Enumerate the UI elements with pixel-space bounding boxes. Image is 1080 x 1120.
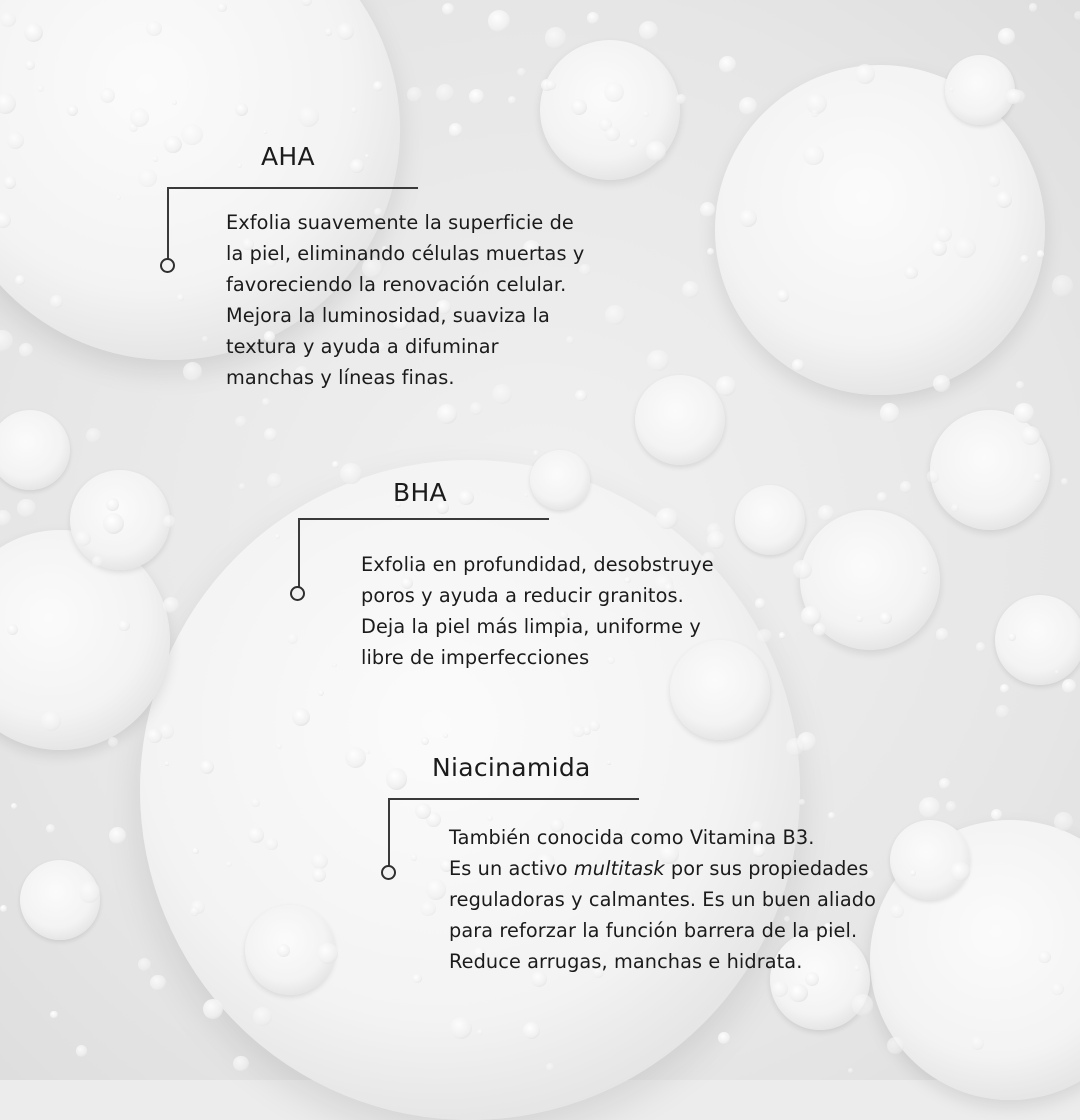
water-droplet <box>1038 951 1050 963</box>
water-droplet <box>100 88 115 103</box>
water-droplet <box>415 803 431 819</box>
aha-line: favoreciendo la renovación celular. <box>226 273 567 296</box>
water-droplet <box>755 598 765 608</box>
water-droplet <box>407 87 422 102</box>
niacinamida-line: reguladoras y calmantes. Es un buen aliado <box>449 888 876 911</box>
water-droplet <box>945 55 1015 125</box>
water-droplet <box>217 3 226 12</box>
water-droplet <box>287 633 298 644</box>
water-droplet <box>879 612 892 625</box>
niacinamida-title: Niacinamida <box>432 753 591 782</box>
water-droplet <box>1033 473 1042 482</box>
water-droplet <box>165 761 169 765</box>
niacinamida-line: También conocida como Vitamina B3. <box>449 826 815 849</box>
bha-connector-vertical <box>298 518 300 588</box>
water-droplet <box>426 879 447 900</box>
water-droplet <box>605 127 619 141</box>
water-droplet <box>682 281 699 298</box>
water-droplet <box>106 498 119 511</box>
water-droplet <box>936 628 948 640</box>
water-droplet <box>739 209 757 227</box>
water-droplet <box>312 868 326 882</box>
aha-line: Exfolia suavemente la superficie de <box>226 211 574 234</box>
water-droplet <box>927 470 939 482</box>
niacinamida-connector-horizontal <box>388 798 639 800</box>
water-droplet <box>1062 679 1076 693</box>
bha-line: poros y ayuda a reducir granitos. <box>361 584 684 607</box>
water-droplet <box>298 106 320 128</box>
water-droplet <box>237 163 242 168</box>
water-droplet <box>718 1032 730 1044</box>
water-droplet <box>181 124 203 146</box>
water-droplet <box>469 89 484 104</box>
water-droplet <box>533 450 539 456</box>
water-droplet <box>950 862 969 881</box>
water-droplet <box>86 428 101 443</box>
water-droplet <box>138 958 151 971</box>
water-droplet <box>345 747 366 768</box>
water-droplet <box>46 824 55 833</box>
water-droplet <box>1051 983 1064 996</box>
water-droplet <box>646 141 666 161</box>
water-droplet <box>786 738 804 756</box>
water-droplet <box>15 275 25 285</box>
water-droplet <box>1008 633 1016 641</box>
aha-title: AHA <box>261 142 315 171</box>
water-droplet <box>936 226 952 242</box>
water-droplet <box>719 56 736 73</box>
water-droplet <box>508 96 517 105</box>
water-droplet <box>263 130 267 134</box>
water-droplet <box>233 1056 249 1072</box>
niacinamida-line: Reduce arrugas, manchas e hidrata. <box>449 950 803 973</box>
water-droplet <box>75 531 91 547</box>
water-droplet <box>239 483 245 489</box>
niacinamida-connector-vertical <box>388 798 390 866</box>
water-droplet <box>587 12 599 24</box>
water-droplet <box>118 620 130 632</box>
water-droplet <box>639 21 658 40</box>
water-droplet <box>904 266 918 280</box>
water-droplet <box>163 597 179 613</box>
water-droplet <box>311 853 327 869</box>
bha-description <box>361 549 714 673</box>
water-droplet <box>92 556 103 567</box>
water-droplet <box>265 838 277 850</box>
water-droplet <box>946 801 956 811</box>
water-droplet <box>477 1029 483 1035</box>
water-droplet <box>332 663 336 667</box>
water-droplet <box>971 1036 984 1049</box>
water-droplet <box>517 68 525 76</box>
water-droplet <box>605 305 625 325</box>
water-droplet <box>818 505 835 522</box>
water-droplet <box>79 881 101 903</box>
water-droplet <box>996 191 1012 207</box>
water-droplet <box>777 289 790 302</box>
water-droplet <box>25 60 35 70</box>
water-droplet <box>996 705 1008 717</box>
water-droplet <box>1074 11 1080 20</box>
water-droplet <box>998 28 1015 45</box>
water-droplet <box>813 623 826 636</box>
water-droplet <box>1052 275 1074 297</box>
water-droplet <box>1037 250 1044 257</box>
water-droplet <box>138 169 156 187</box>
water-droplet <box>421 737 429 745</box>
water-droplet <box>365 750 369 754</box>
water-droplet <box>4 176 17 189</box>
bha-line: Deja la piel más limpia, uniforme y <box>361 615 701 638</box>
water-droplet <box>1014 403 1034 423</box>
water-droplet <box>103 513 124 534</box>
aha-line: manchas y líneas finas. <box>226 366 455 389</box>
water-droplet <box>386 768 408 790</box>
water-droplet <box>656 508 677 529</box>
water-droplet <box>172 100 177 105</box>
water-droplet <box>628 138 637 147</box>
water-droplet <box>253 1007 272 1026</box>
niacinamida-bullet-icon <box>381 865 396 880</box>
water-droplet <box>919 797 940 818</box>
water-droplet <box>50 1011 57 1018</box>
water-droplet <box>0 330 13 351</box>
water-droplet <box>991 809 1002 820</box>
water-droplet <box>530 450 590 510</box>
water-droplet <box>604 82 624 102</box>
water-droplet <box>50 295 63 308</box>
aha-line: Mejora la luminosidad, suaviza la <box>226 304 550 327</box>
water-droplet <box>458 490 473 505</box>
water-droplet <box>108 737 118 747</box>
water-droplet <box>116 195 121 200</box>
water-droplet <box>17 499 35 517</box>
water-droplet <box>262 398 270 406</box>
water-droplet <box>164 136 181 153</box>
water-droplet <box>202 336 208 342</box>
water-droplet <box>921 566 928 573</box>
water-droplet <box>855 64 875 84</box>
water-droplet <box>442 3 455 16</box>
water-droplet <box>420 901 435 916</box>
water-droplet <box>707 248 714 255</box>
water-droplet <box>1054 812 1073 831</box>
water-droplet <box>251 798 260 807</box>
water-droplet <box>887 1037 904 1054</box>
water-droplet <box>700 202 715 217</box>
water-droplet <box>487 815 493 821</box>
water-droplet <box>0 905 7 912</box>
water-droplet <box>910 870 916 876</box>
bha-title: BHA <box>393 478 447 507</box>
water-droplet <box>470 402 482 414</box>
water-droplet <box>443 733 448 738</box>
water-droplet <box>757 629 772 644</box>
water-droplet <box>545 27 566 48</box>
water-droplet <box>200 760 214 774</box>
water-droplet <box>0 410 70 490</box>
aha-line: textura y ayuda a difuminar <box>226 335 499 358</box>
water-droplet <box>1000 684 1009 693</box>
water-droplet <box>7 132 24 149</box>
niacinamida-line2-pre: Es un activo <box>449 857 574 880</box>
aha-line: la piel, eliminando células muertas y <box>226 242 585 265</box>
water-droplet <box>350 159 364 173</box>
water-droplet <box>890 904 904 918</box>
water-droplet <box>716 376 736 396</box>
water-droplet <box>828 812 835 819</box>
water-droplet <box>523 1022 540 1039</box>
multitask-emphasis: multitask <box>573 857 665 880</box>
water-droplet <box>1016 381 1024 389</box>
water-droplet <box>1061 478 1068 485</box>
water-droplet <box>890 820 970 900</box>
water-droplet <box>976 642 985 651</box>
aha-connector-vertical <box>167 187 169 259</box>
water-droplet <box>37 85 44 92</box>
bha-line: Exfolia en profundidad, desobstruye <box>361 553 714 576</box>
water-droplet <box>779 632 785 638</box>
water-droplet <box>76 1045 88 1057</box>
water-droplet <box>109 827 126 844</box>
water-droplet <box>437 404 457 424</box>
water-droplet <box>226 861 232 867</box>
water-droplet <box>647 350 668 371</box>
water-droplet <box>41 711 61 731</box>
water-droplet <box>325 28 332 35</box>
bha-connector-horizontal <box>298 518 549 520</box>
aha-description <box>226 207 584 393</box>
water-droplet <box>793 560 812 579</box>
aha-connector-horizontal <box>167 187 418 189</box>
water-droplet <box>412 974 421 983</box>
water-droplet <box>799 799 805 805</box>
water-droplet <box>811 109 819 117</box>
water-droplet <box>792 359 804 371</box>
water-droplet <box>235 416 246 427</box>
niacinamida-line-multitask <box>449 853 876 884</box>
water-droplet <box>848 1068 853 1073</box>
niacinamida-description <box>449 822 876 977</box>
water-droplet <box>488 10 510 32</box>
water-droplet <box>1029 3 1038 12</box>
niacinamida-line: para reforzar la función barrera de la piel. <box>449 919 858 942</box>
water-droplet <box>163 515 175 527</box>
water-droplet <box>954 237 975 258</box>
water-droplet <box>676 94 686 104</box>
water-droplet <box>583 726 591 734</box>
water-droplet <box>739 97 757 115</box>
water-droplet <box>192 848 198 854</box>
water-droplet <box>183 362 202 381</box>
water-droplet <box>635 375 725 465</box>
water-droplet <box>735 485 805 555</box>
bha-bullet-icon <box>290 586 305 601</box>
water-droplet <box>153 156 158 161</box>
water-droplet <box>264 428 277 441</box>
water-droplet <box>880 403 900 423</box>
water-droplet <box>707 531 725 549</box>
water-droplet <box>411 854 417 860</box>
water-droplet <box>150 975 165 990</box>
water-droplet <box>11 803 17 809</box>
niacinamida-line2-post: por sus propiedades <box>664 857 869 880</box>
water-droplet <box>449 123 463 137</box>
water-droplet <box>146 21 161 36</box>
water-droplet <box>235 103 248 116</box>
water-droplet <box>203 999 223 1019</box>
water-droplet <box>803 145 823 165</box>
water-droplet <box>19 343 33 357</box>
aha-bullet-icon <box>160 258 175 273</box>
water-droplet <box>995 595 1080 685</box>
water-droplet <box>939 778 950 789</box>
water-droplet <box>275 534 280 539</box>
water-droplet <box>877 492 887 502</box>
water-droplet <box>0 510 11 526</box>
water-droplet <box>267 473 282 488</box>
water-droplet <box>546 80 556 90</box>
water-droplet <box>933 375 950 392</box>
water-droplet <box>337 23 354 40</box>
water-droplet <box>436 84 454 102</box>
water-droplet <box>248 827 263 842</box>
water-droplet <box>900 481 912 493</box>
bha-line: libre de imperfecciones <box>361 646 590 669</box>
water-droplet <box>340 463 361 484</box>
water-droplet <box>607 760 612 765</box>
water-droplet <box>332 461 338 467</box>
water-droplet <box>852 994 873 1015</box>
